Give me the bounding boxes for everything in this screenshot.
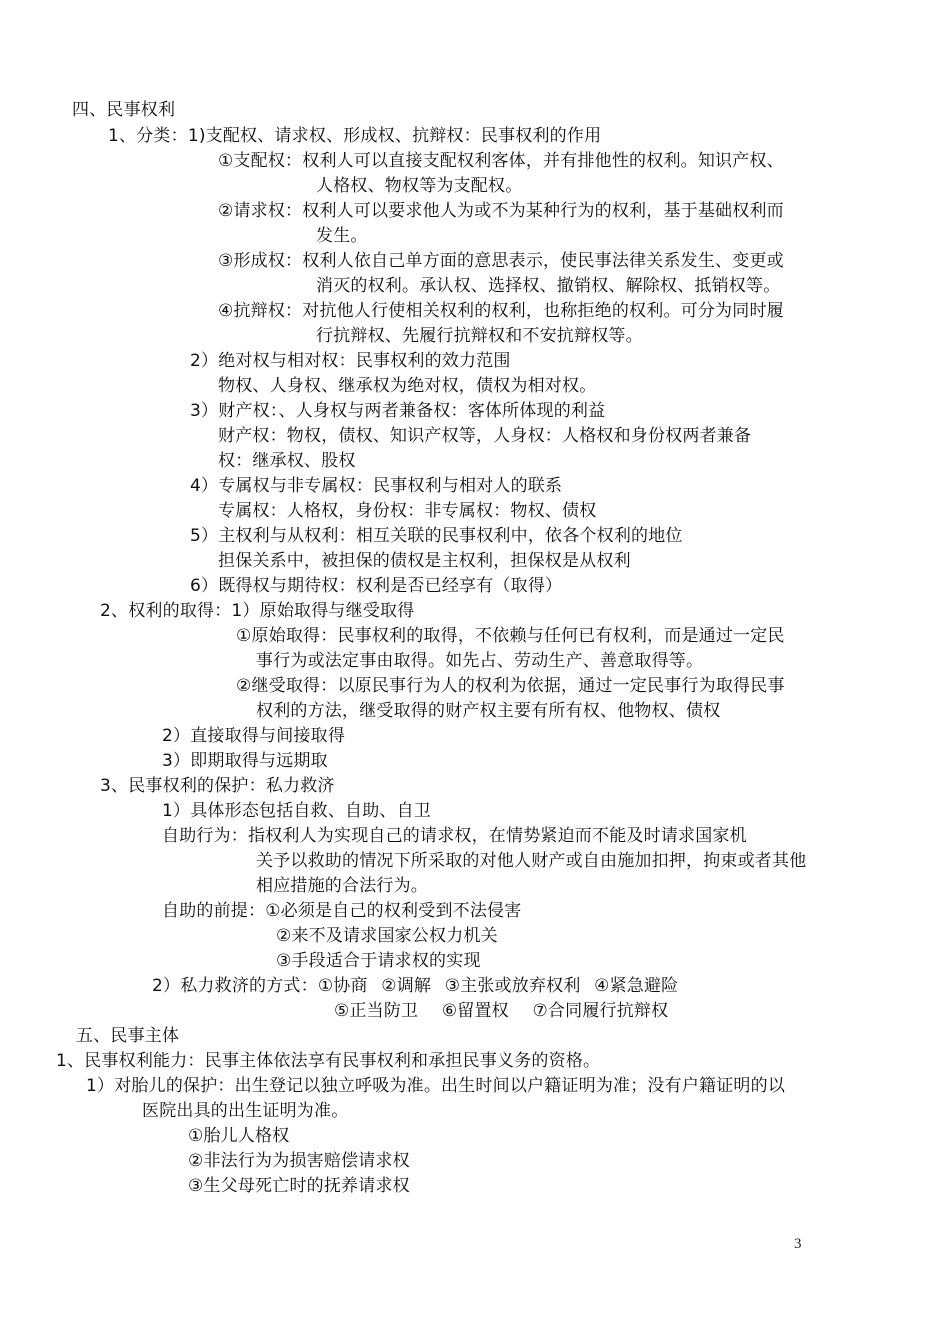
text-line: 物权、人身权、继承权为绝对权，债权为相对权。 xyxy=(218,376,597,396)
text-line: 行抗辩权、先履行抗辩权和不安抗辩权等。 xyxy=(316,326,643,346)
heading-civil-rights: 四、民事权利 xyxy=(72,100,176,120)
text-line: ⑤正当防卫 ⑥留置权 ⑦合同履行抗辩权 xyxy=(334,1001,669,1021)
text-line: ②非法行为为损害赔偿请求权 xyxy=(188,1151,410,1171)
text-line: 2）私力救济的方式：①协商 ②调解 ③主张或放弃权利 ④紧急避险 xyxy=(152,976,679,996)
text-line: 权利的方法，继受取得的财产权主要有所有权、他物权、债权 xyxy=(256,701,721,721)
text-line: ②来不及请求国家公权力机关 xyxy=(276,926,498,946)
text-line: ①胎儿人格权 xyxy=(188,1126,290,1146)
text-line: ①原始取得：民事权利的取得，不依赖与任何已有权利，而是通过一定民 xyxy=(236,626,785,646)
text-line: 担保关系中，被担保的债权是主权利，担保权是从权利 xyxy=(218,551,631,571)
text-line: ②继受取得：以原民事行为人的权利为依据，通过一定民事行为取得民事 xyxy=(236,676,785,696)
text-line: 发生。 xyxy=(316,226,368,246)
text-line: ①支配权：权利人可以直接支配权利客体，并有排他性的权利。知识产权、 xyxy=(218,151,784,171)
text-line: 自助的前提：①必须是自己的权利受到不法侵害 xyxy=(162,901,522,921)
text-line: 相应措施的合法行为。 xyxy=(256,876,428,896)
text-line: 3、民事权利的保护：私力救济 xyxy=(100,776,335,796)
text-line: ③生父母死亡时的抚养请求权 xyxy=(188,1176,410,1196)
text-line: 5）主权利与从权利：相互关联的民事权利中，依各个权利的地位 xyxy=(190,526,683,546)
page-number: 3 xyxy=(794,1236,802,1252)
text-line: ②请求权：权利人可以要求他人为或不为某种行为的权利，基于基础权利而 xyxy=(218,201,784,221)
text-line: ③手段适合于请求权的实现 xyxy=(276,951,481,971)
text-line: 权：继承权、股权 xyxy=(218,451,356,471)
text-line: 2）绝对权与相对权：民事权利的效力范围 xyxy=(190,351,511,371)
text-line: 1）具体形态包括自救、自助、自卫 xyxy=(162,801,432,821)
text-line: 4）专属权与非专属权：民事权利与相对人的联系 xyxy=(190,476,563,496)
text-line: 人格权、物权等为支配权。 xyxy=(316,176,523,196)
text-line: ④抗辩权：对抗他人行使相关权利的权利，也称拒绝的权利。可分为同时履 xyxy=(218,301,784,321)
text-line: 自助行为：指权利人为实现自己的请求权，在情势紧迫而不能及时请求国家机 xyxy=(162,826,747,846)
text-line: 事行为或法定事由取得。如先占、劳动生产、善意取得等。 xyxy=(256,651,704,671)
text-line: 医院出具的出生证明为准。 xyxy=(142,1101,349,1121)
text-line: ③形成权：权利人依自己单方面的意思表示，使民事法律关系发生、变更或 xyxy=(218,251,784,271)
text-line: 消灭的权利。承认权、选择权、撤销权、解除权、抵销权等。 xyxy=(316,276,781,296)
text-line: 2）直接取得与间接取得 xyxy=(162,726,346,746)
heading-civil-subject: 五、民事主体 xyxy=(76,1026,180,1046)
text-line: 2、权利的取得：1）原始取得与继受取得 xyxy=(100,601,415,621)
text-line: 关予以救助的情况下所采取的对他人财产或自由施加扣押，拘束或者其他 xyxy=(256,851,807,871)
text-line: 1、民事权利能力：民事主体依法享有民事权利和承担民事义务的资格。 xyxy=(56,1051,601,1071)
text-line: 财产权：物权，债权、知识产权等，人身权：人格权和身份权两者兼备 xyxy=(218,426,752,446)
text-line: 3）即期取得与远期取 xyxy=(162,751,328,771)
text-line: 1）对胎儿的保护：出生登记以独立呼吸为准。出生时间以户籍证明为准；没有户籍证明的以 xyxy=(86,1076,786,1096)
text-line: 6）既得权与期待权：权利是否已经享有（取得） xyxy=(190,576,563,596)
text-line: 专属权：人格权，身份权：非专属权：物权、债权 xyxy=(218,501,597,521)
text-line: 3）财产权：、人身权与两者兼备权：客体所体现的利益 xyxy=(190,401,606,421)
text-line: 1、分类：1)支配权、请求权、形成权、抗辩权：民事权利的作用 xyxy=(108,126,602,146)
